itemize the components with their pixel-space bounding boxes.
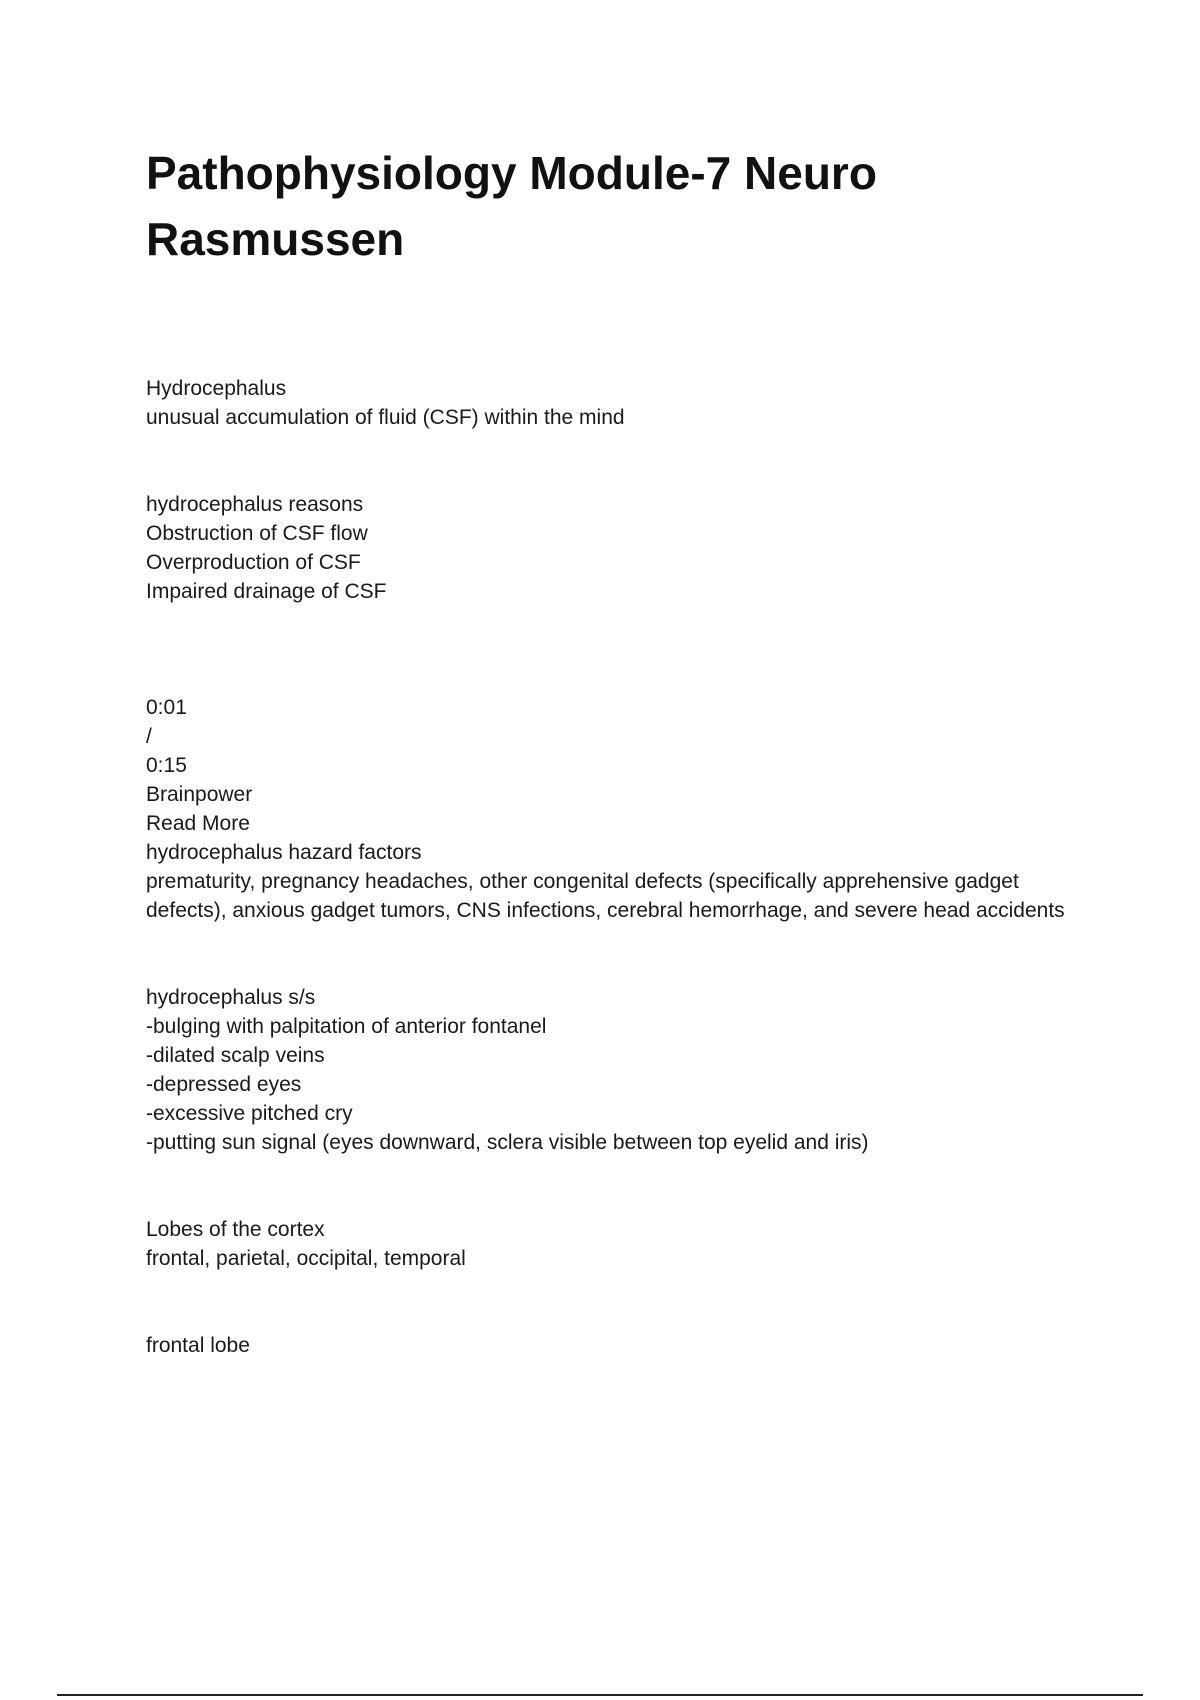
spacer [146, 606, 1096, 693]
term-hydrocephalus-reasons: hydrocephalus reasons [146, 493, 364, 516]
spacer [146, 1273, 1096, 1331]
spacer [146, 925, 1096, 983]
section-signs-symptoms [146, 983, 1096, 1157]
definition-hazard-factors: prematurity, pregnancy headaches, other congenital defects (specifically apprehensive gadget defects), anxious gadget tumors, CNS infections, cerebral hemorrhage, and severe head accidents [146, 870, 1065, 922]
section-hazard-factors [146, 838, 1096, 925]
sign-item: -excessive pitched cry [146, 1102, 353, 1125]
footer-divider [57, 1694, 1143, 1696]
definition-hydrocephalus: unusual accumulation of fluid (CSF) within the mind [146, 406, 625, 429]
page-title-line-1: Pathophysiology Module-7 Neuro [146, 147, 877, 199]
section-frontal-lobe [146, 1331, 1096, 1360]
reason-item: Impaired drainage of CSF [146, 580, 387, 603]
term-lobes: Lobes of the cortex [146, 1218, 325, 1241]
reason-item: Obstruction of CSF flow [146, 522, 368, 545]
sign-item: -depressed eyes [146, 1073, 302, 1096]
video-time-separator: / [146, 725, 152, 748]
section-hydrocephalus [146, 374, 1096, 432]
sign-item: -putting sun signal (eyes downward, sclera visible between top eyelid and iris) [146, 1131, 869, 1154]
reason-item: Overproduction of CSF [146, 551, 361, 574]
sign-item: -dilated scalp veins [146, 1044, 325, 1067]
term-frontal-lobe: frontal lobe [146, 1334, 250, 1357]
term-hydrocephalus: Hydrocephalus [146, 377, 287, 400]
brand-label: Brainpower [146, 783, 253, 806]
term-signs-symptoms: hydrocephalus s/s [146, 986, 316, 1009]
section-lobes [146, 1215, 1096, 1273]
section-hydrocephalus-reasons [146, 490, 1096, 606]
term-hazard-factors: hydrocephalus hazard factors [146, 841, 422, 864]
section-video-remnant [146, 693, 1096, 838]
video-duration: 0:15 [146, 754, 187, 777]
document-body [146, 374, 1096, 1360]
page-title [146, 140, 1046, 272]
page-title-line-2: Rasmussen [146, 213, 405, 265]
definition-lobes: frontal, parietal, occipital, temporal [146, 1247, 466, 1270]
spacer [146, 1157, 1096, 1215]
spacer [146, 432, 1096, 490]
sign-item: -bulging with palpitation of anterior fontanel [146, 1015, 547, 1038]
video-current-time: 0:01 [146, 696, 187, 719]
read-more-link[interactable]: Read More [146, 812, 250, 835]
